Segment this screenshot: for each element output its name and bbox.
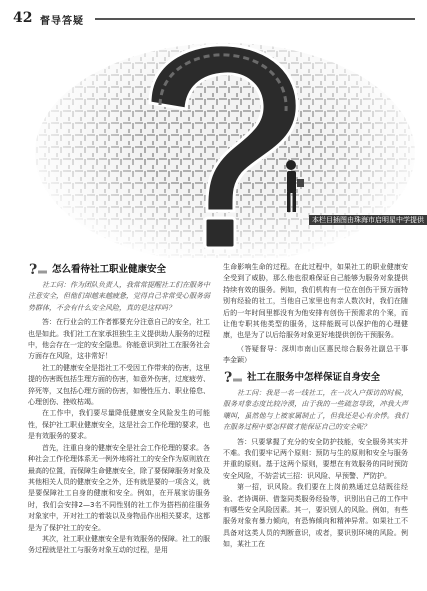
article1-title: 怎么看待社工职业健康安全	[52, 264, 167, 275]
article1-continued	[223, 262, 415, 367]
section-label: 督导答疑	[40, 16, 84, 27]
article1-paragraph: 生命影响生命的过程。在此过程中，如果社工的职业健康安全受到了威胁，那么他也很难保证自己能够为服务对象提供持续有效的服务。例如，我们机构有一位在创伤干预方面特别有经验的社工，当他自己家里也有亲人数次时，我们在随后的一年时间里都没有为他安排有创伤干预需求的个案，而让他专职其他类型的服务，这样能既可以保护他的心理健康，也是为了以后给服务对象更好地提供创伤干预服务。	[223, 263, 408, 340]
article1-paragraph: 首先，注重自身的健康安全是社会工作伦理的要求。各种社会工作伦理体系无一例外地将社工的安全作为原则放在最高的位置，而保障生命健康安全，除了要保障服务对象及其他相关人员的健康安全之外，还有就是要的一项含义，就是要保障社工自身的健康和安全。例如，在开展家访服务时，我们会安排2—3名不同性别的社工作为搭档前往服务对象家中，开对社工的着装以及身物品作出相关要求，这都是为了保护社工的安全。	[28, 443, 210, 532]
header-rule	[95, 18, 415, 20]
article1-body	[28, 280, 210, 557]
svg-text:?: ?	[224, 369, 233, 384]
question-mark-icon	[28, 260, 52, 276]
page-number: 42	[13, 10, 33, 26]
article1-paragraph: 答：在行业会的工作者都要充分注意自己的安全，社工也是如此。我们社工在家承担独生主义提供助人服务的过程中，他会存在一定的安全隐患。你能意识到社工在服务社会方面存在风险，这非常好！	[28, 318, 210, 361]
article1-signature: （答疑督导：深圳市南山区惠民综合服务社副总干事 李金颖）	[223, 344, 415, 365]
svg-text:?: ?	[29, 261, 38, 276]
article1-paragraph: 在工作中，我们要尽量降低健康安全风险发生的可能性，保护社工职业健康安全，这是社会工作伦理的要求，也是有效服务的要求。	[28, 409, 210, 441]
article1-paragraph: 社工的健康安全是指社工不受因工作带来的伤害，这里提的伤害既包括生理方面的伤害，如意外伤害，过度疲劳、猝死等，又包括心理方面的伤害，如慢性压力、职业倦怠、心理创伤、挫败枯竭。	[28, 363, 210, 407]
article1-paragraph: 其次，社工职业健康安全是有效服务的保障。社工的服务过程就是社工与服务对象互动的过程，是用	[28, 534, 210, 555]
article2-paragraph: 第一招，识风险。我们要在上岗前熟通过总结既往经验、老协调研、借鉴同类服务经验等，识别出自己的工作中有哪些安全风险因素。其一，要识别人的风险。例如，有些服务对象有暴力倾向，有恐怖倾向和精神异常。如果社工不具备对这类人员的判断意识，或者，要识别环境的风险。例如，某社工在	[223, 483, 408, 549]
article1-heading	[28, 260, 213, 276]
question-mark-icon	[223, 368, 247, 384]
article2-paragraph: 答：只要掌握了充分的安全防护技能，安全服务其实并不难。我们要牢记两个原则：预防与生的原则和安全与服务并重的原则。基于这两个原则，要想在有效服务的同时预防安全风险，不妨尝试三招：识风险、早预警、严防护。	[223, 437, 408, 480]
article2-heading	[223, 368, 413, 384]
article2-title: 社工在服务中怎样保证自身安全	[247, 372, 381, 383]
article2-question: 社工问：我是一名一线社工，在一次入户探访的时候，服务对象态度比较冷漠，由于我的一些疏忽导致，冲我大声嚷叫，虽然他与上被家属制止了，但我还是心有余悸。我们在服务过程中要怎样做才能保证自己的安全呢？	[223, 389, 408, 432]
image-caption: 本栏目插图由珠海市启明星中学提供	[297, 215, 427, 225]
page-header	[0, 0, 427, 32]
hero-illustration	[15, 33, 424, 258]
article2-body	[223, 388, 408, 551]
article1-question: 社工问：作为团队负责人，我常常提醒社工们在服务中注意安全，但他们却越来越疲惫，觉得自己非常受心服务弱势群体，不会有什么安全风险，真的是这样吗？	[28, 281, 210, 312]
